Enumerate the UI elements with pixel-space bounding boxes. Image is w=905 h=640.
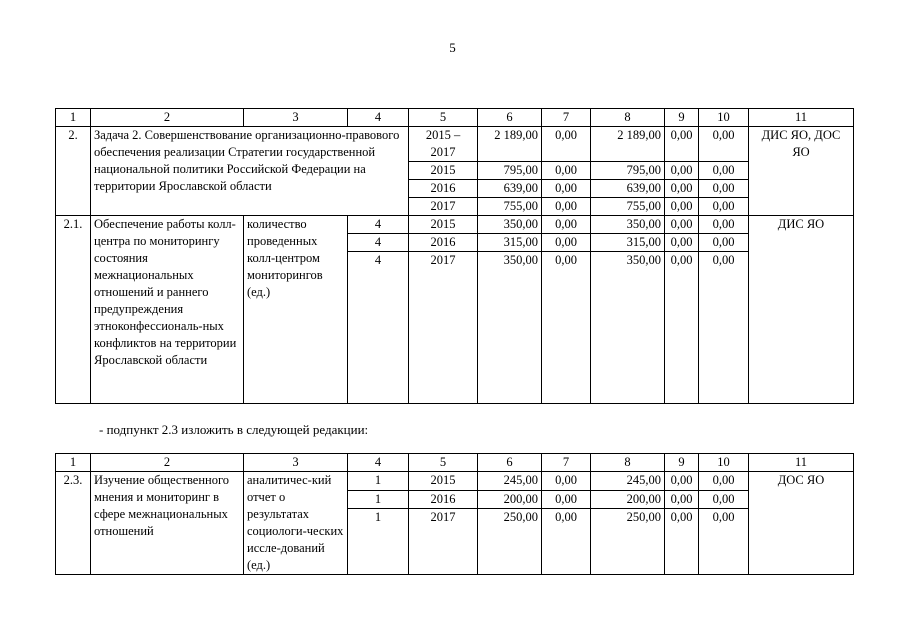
value-cell: 200,00 bbox=[591, 490, 665, 509]
total-cell: 0,00 bbox=[699, 127, 749, 162]
value-cell: 0,00 bbox=[699, 509, 749, 575]
value-cell: 0,00 bbox=[665, 162, 699, 180]
executor-cell: ДОС ЯО bbox=[749, 472, 854, 575]
value-cell: 0,00 bbox=[665, 509, 699, 575]
value-cell: 0,00 bbox=[665, 252, 699, 404]
value-cell: 0,00 bbox=[699, 234, 749, 252]
header-cell: 8 bbox=[591, 454, 665, 472]
value-cell: 350,00 bbox=[591, 252, 665, 404]
value-cell: 0,00 bbox=[542, 180, 591, 198]
header-cell: 6 bbox=[478, 454, 542, 472]
value-cell: 0,00 bbox=[699, 252, 749, 404]
year-range: 2015 – 2017 bbox=[409, 127, 478, 162]
value-cell: 250,00 bbox=[478, 509, 542, 575]
value-cell: 245,00 bbox=[478, 472, 542, 491]
item-name: Обеспечение работы колл-центра по мониторингу состояния межнациональных отношений и раннего предупреждения этноконфессиональ-ных конфликтов на территории Ярославской области bbox=[91, 216, 244, 404]
value-cell: 0,00 bbox=[665, 472, 699, 491]
task-number: 2. bbox=[56, 127, 91, 216]
value-cell: 0,00 bbox=[699, 216, 749, 234]
header-cell: 8 bbox=[591, 109, 665, 127]
value-cell: 0,00 bbox=[542, 216, 591, 234]
indicator-value: 4 bbox=[348, 216, 409, 234]
value-cell: 350,00 bbox=[478, 252, 542, 404]
year-cell: 2016 bbox=[409, 180, 478, 198]
year-cell: 2016 bbox=[409, 234, 478, 252]
header-cell: 3 bbox=[244, 109, 348, 127]
header-cell: 7 bbox=[542, 109, 591, 127]
value-cell: 0,00 bbox=[665, 490, 699, 509]
header-cell: 10 bbox=[699, 454, 749, 472]
item-number: 2.3. bbox=[56, 472, 91, 575]
executor-cell: ДИС ЯО, ДОС ЯО bbox=[749, 127, 854, 216]
header-cell: 3 bbox=[244, 454, 348, 472]
executor-cell: ДИС ЯО bbox=[749, 216, 854, 404]
header-cell: 1 bbox=[56, 109, 91, 127]
header-cell: 5 bbox=[409, 454, 478, 472]
value-cell: 0,00 bbox=[542, 472, 591, 491]
total-cell: 2 189,00 bbox=[591, 127, 665, 162]
total-cell: 0,00 bbox=[665, 127, 699, 162]
value-cell: 795,00 bbox=[591, 162, 665, 180]
value-cell: 0,00 bbox=[665, 180, 699, 198]
header-cell: 5 bbox=[409, 109, 478, 127]
header-cell: 9 bbox=[665, 454, 699, 472]
value-cell: 0,00 bbox=[542, 509, 591, 575]
program-table-1 bbox=[55, 108, 854, 404]
indicator-value: 1 bbox=[348, 490, 409, 509]
table-header-row bbox=[56, 454, 854, 472]
total-cell: 2 189,00 bbox=[478, 127, 542, 162]
header-cell: 7 bbox=[542, 454, 591, 472]
item-number: 2.1. bbox=[56, 216, 91, 404]
header-cell: 2 bbox=[91, 454, 244, 472]
header-cell: 10 bbox=[699, 109, 749, 127]
header-cell: 6 bbox=[478, 109, 542, 127]
value-cell: 0,00 bbox=[542, 162, 591, 180]
value-cell: 315,00 bbox=[591, 234, 665, 252]
value-cell: 755,00 bbox=[478, 198, 542, 216]
table-header-row bbox=[56, 109, 854, 127]
total-cell: 0,00 bbox=[542, 127, 591, 162]
year-cell: 2017 bbox=[409, 509, 478, 575]
value-cell: 0,00 bbox=[699, 490, 749, 509]
value-cell: 0,00 bbox=[542, 198, 591, 216]
indicator-cell: аналитичес-кий отчет о результатах социологи-ческих иссле-дований (ед.) bbox=[244, 472, 348, 575]
value-cell: 0,00 bbox=[665, 198, 699, 216]
indicator-cell: количество проведенных колл-центром мониторингов (ед.) bbox=[244, 216, 348, 404]
value-cell: 200,00 bbox=[478, 490, 542, 509]
program-table-2 bbox=[55, 453, 854, 575]
value-cell: 0,00 bbox=[665, 216, 699, 234]
value-cell: 639,00 bbox=[591, 180, 665, 198]
value-cell: 315,00 bbox=[478, 234, 542, 252]
header-cell: 11 bbox=[749, 454, 854, 472]
value-cell: 755,00 bbox=[591, 198, 665, 216]
year-cell: 2017 bbox=[409, 252, 478, 404]
item-name: Изучение общественного мнения и мониторинг в сфере межнациональных отношений bbox=[91, 472, 244, 575]
year-cell: 2015 bbox=[409, 216, 478, 234]
year-cell: 2015 bbox=[409, 472, 478, 491]
value-cell: 0,00 bbox=[699, 472, 749, 491]
value-cell: 0,00 bbox=[542, 490, 591, 509]
value-cell: 250,00 bbox=[591, 509, 665, 575]
value-cell: 0,00 bbox=[665, 234, 699, 252]
header-cell: 4 bbox=[348, 454, 409, 472]
value-cell: 350,00 bbox=[478, 216, 542, 234]
header-cell: 11 bbox=[749, 109, 854, 127]
header-cell: 2 bbox=[91, 109, 244, 127]
header-cell: 9 bbox=[665, 109, 699, 127]
year-cell: 2015 bbox=[409, 162, 478, 180]
header-cell: 1 bbox=[56, 454, 91, 472]
value-cell: 350,00 bbox=[591, 216, 665, 234]
page-number: 5 bbox=[449, 40, 456, 55]
year-cell: 2016 bbox=[409, 490, 478, 509]
header-cell: 4 bbox=[348, 109, 409, 127]
value-cell: 0,00 bbox=[699, 198, 749, 216]
value-cell: 0,00 bbox=[699, 180, 749, 198]
indicator-value: 1 bbox=[348, 472, 409, 491]
value-cell: 0,00 bbox=[699, 162, 749, 180]
indicator-value: 1 bbox=[348, 509, 409, 575]
value-cell: 0,00 bbox=[542, 252, 591, 404]
table-row bbox=[56, 472, 854, 491]
indicator-value: 4 bbox=[348, 252, 409, 404]
value-cell: 795,00 bbox=[478, 162, 542, 180]
year-cell: 2017 bbox=[409, 198, 478, 216]
amendment-note: - подпункт 2.3 изложить в следующей редакции: bbox=[99, 422, 369, 437]
value-cell: 0,00 bbox=[542, 234, 591, 252]
indicator-value: 4 bbox=[348, 234, 409, 252]
value-cell: 639,00 bbox=[478, 180, 542, 198]
task-name: Задача 2. Совершенствование организационно-правового обеспечения реализации Стратегии государственной национальной политики Российской Федерации на территории Ярославской области bbox=[91, 127, 409, 216]
value-cell: 245,00 bbox=[591, 472, 665, 491]
table-row bbox=[56, 216, 854, 234]
table-row bbox=[56, 127, 854, 162]
